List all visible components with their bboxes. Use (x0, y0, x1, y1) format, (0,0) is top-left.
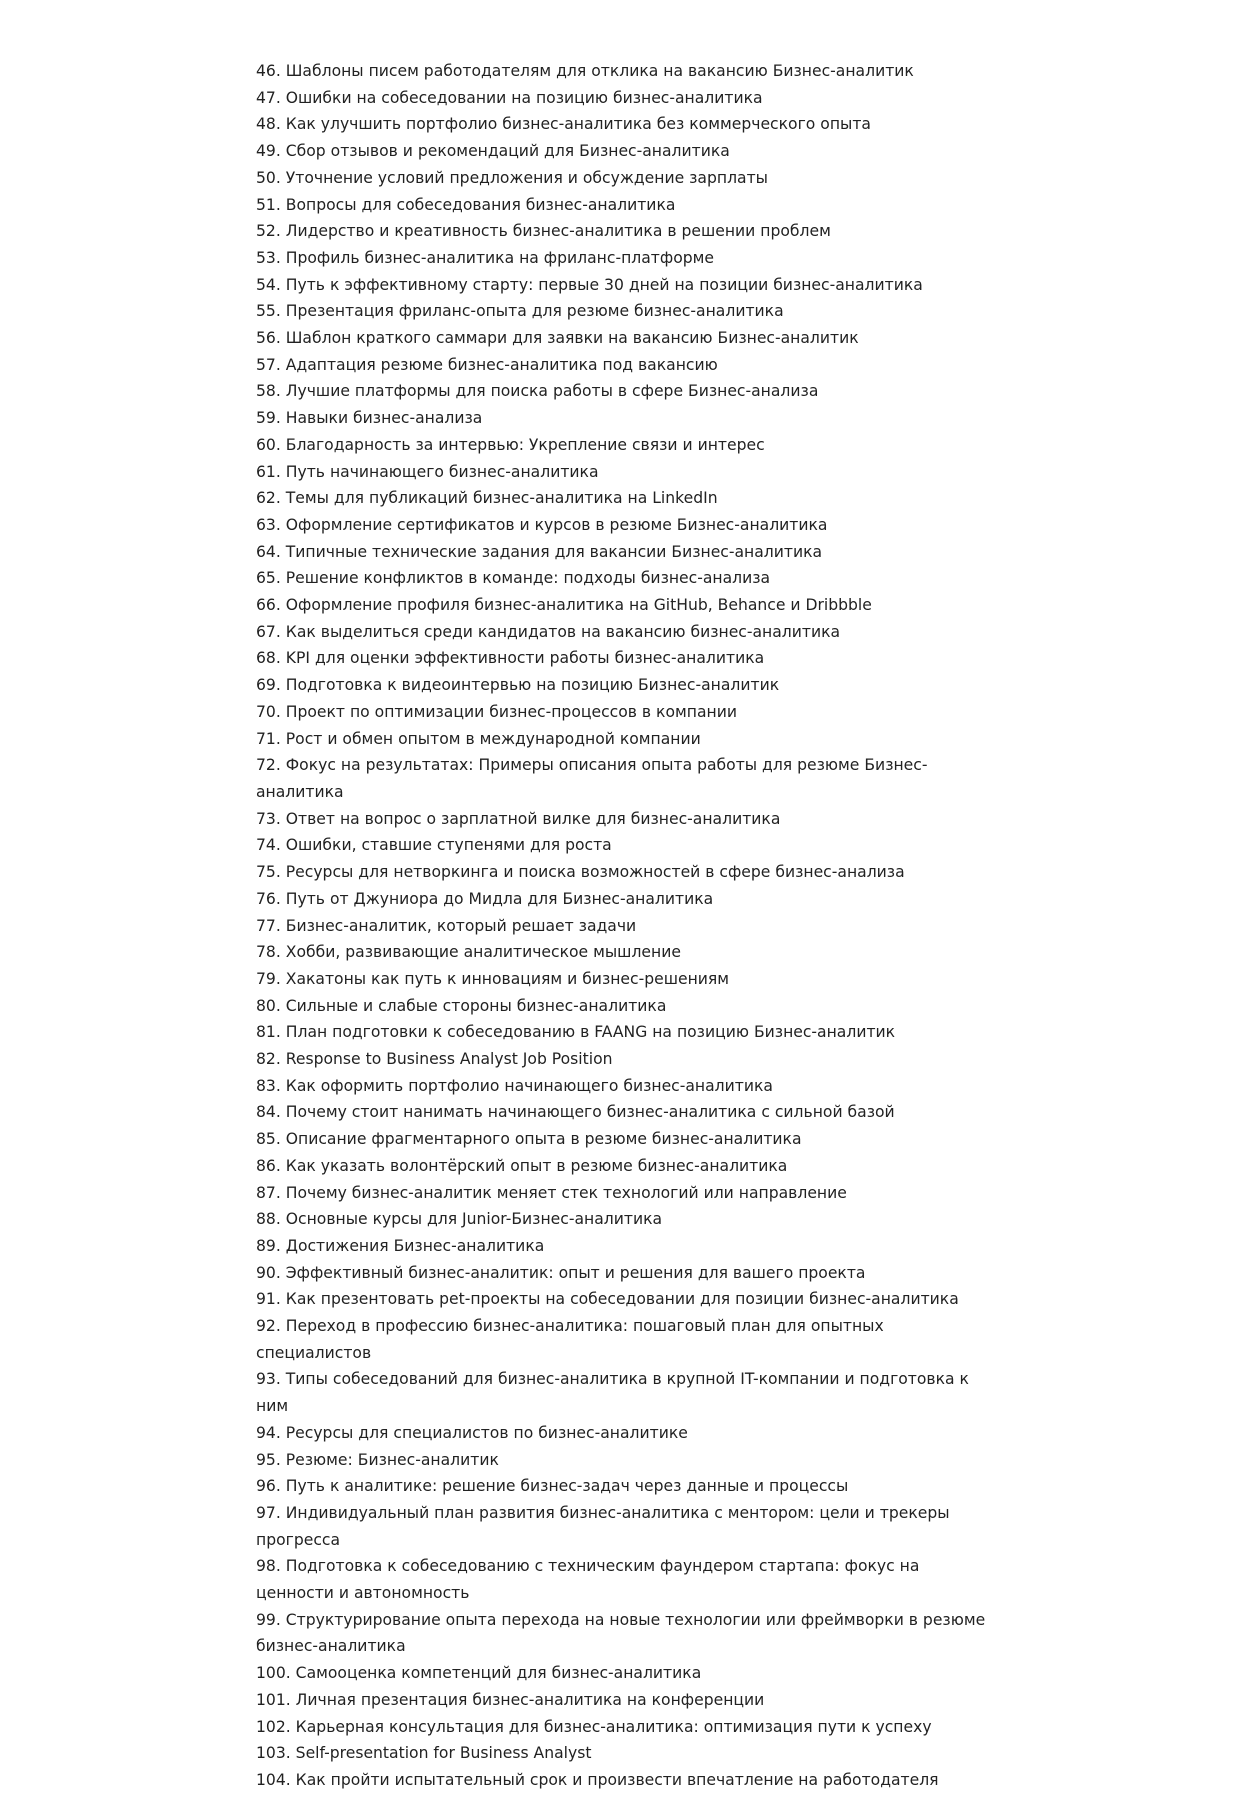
list-item: 63. Оформление сертификатов и курсов в резюме Бизнес-аналитика (256, 515, 828, 534)
list-item: 93. Типы собеседований для бизнес-аналитика в крупной IT-компании и подготовка к ним (256, 1370, 969, 1416)
list-item: 67. Как выделиться среди кандидатов на вакансию бизнес-аналитика (256, 622, 841, 641)
list-item: 69. Подготовка к видеоинтервью на позицию Бизнес-аналитик (256, 676, 780, 695)
list-item: 73. Ответ на вопрос о зарплатной вилке для бизнес-аналитика (256, 809, 781, 828)
list-item: 47. Ошибки на собеседовании на позицию бизнес-аналитика (256, 88, 763, 107)
list-item: 60. Благодарность за интервью: Укрепление связи и интерес (256, 435, 765, 454)
list-item: 90. Эффективный бизнес-аналитик: опыт и решения для вашего проекта (256, 1263, 866, 1282)
list-item: 52. Лидерство и креативность бизнес-аналитика в решении проблем (256, 222, 831, 241)
list-item: 46. Шаблоны писем работодателям для отклика на вакансию Бизнес-аналитик (256, 62, 914, 80)
list-item: 94. Ресурсы для специалистов по бизнес-аналитике (256, 1423, 688, 1442)
list-item: 51. Вопросы для собеседования бизнес-аналитика (256, 195, 676, 214)
list-item: 82. Response to Business Analyst Job Position (256, 1050, 613, 1069)
list-item: 80. Сильные и слабые стороны бизнес-аналитика (256, 996, 667, 1015)
list-item: 49. Сбор отзывов и рекомендаций для Бизнес-аналитика (256, 142, 730, 161)
list-item: 87. Почему бизнес-аналитик меняет стек технологий или направление (256, 1183, 847, 1202)
list-item: 55. Презентация фриланс-опыта для резюме бизнес-аналитика (256, 302, 784, 321)
list-item: 99. Структурирование опыта перехода на новые технологии или фреймворки в резюме бизнес-аналитика (256, 1610, 986, 1656)
list-item: 103. Self-presentation for Business Analyst (256, 1744, 592, 1763)
list-item: 98. Подготовка к собеседованию с техническим фаундером стартапа: фокус на ценности и автономность (256, 1557, 920, 1603)
list-item: 66. Оформление профиля бизнес-аналитика на GitHub, Behance и Dribbble (256, 596, 872, 615)
list-item: 71. Рост и обмен опытом в международной компании (256, 729, 701, 748)
list-item: 83. Как оформить портфолио начинающего бизнес-аналитика (256, 1076, 773, 1095)
list-item: 96. Путь к аналитике: решение бизнес-задач через данные и процессы (256, 1477, 849, 1496)
list-item: 89. Достижения Бизнес-аналитика (256, 1236, 545, 1255)
list-item: 53. Профиль бизнес-аналитика на фриланс-платформе (256, 248, 715, 267)
list-item: 70. Проект по оптимизации бизнес-процессов в компании (256, 702, 738, 721)
list-item: 72. Фокус на результатах: Примеры описания опыта работы для резюме Бизнес-аналитика (256, 756, 928, 801)
list-item: 68. KPI для оценки эффективности работы бизнес-аналитика (256, 649, 765, 668)
list-item: 85. Описание фрагментарного опыта в резюме бизнес-аналитика (256, 1130, 802, 1149)
list-item: 78. Хобби, развивающие аналитическое мышление (256, 943, 681, 962)
list-item: 62. Темы для публикаций бизнес-аналитика на LinkedIn (256, 489, 718, 508)
list-item: 59. Навыки бизнес-анализа (256, 409, 483, 428)
list-item: 57. Адаптация резюме бизнес-аналитика под вакансию (256, 355, 718, 374)
list-item: 104. Как пройти испытательный срок и произвести впечатление на работодателя (256, 1771, 939, 1789)
list-item: 97. Индивидуальный план развития бизнес-аналитика с ментором: цели и трекеры прогресса (256, 1503, 950, 1549)
document-page (256, 58, 996, 1794)
list-item: 61. Путь начинающего бизнес-аналитика (256, 462, 599, 481)
list-item: 100. Самооценка компетенций для бизнес-аналитика (256, 1664, 702, 1683)
list-item: 48. Как улучшить портфолио бизнес-аналитика без коммерческого опыта (256, 115, 871, 134)
list-item: 102. Карьерная консультация для бизнес-аналитика: оптимизация пути к успеху (256, 1717, 932, 1736)
list-item: 77. Бизнес-аналитик, который решает задачи (256, 916, 637, 935)
toc-list (256, 58, 996, 1794)
list-item: 56. Шаблон краткого саммари для заявки на вакансию Бизнес-аналитик (256, 329, 859, 348)
list-item: 91. Как презентовать pet-проекты на собеседовании для позиции бизнес-аналитика (256, 1290, 959, 1309)
list-item: 95. Резюме: Бизнес-аналитик (256, 1450, 499, 1469)
list-item: 86. Как указать волонтёрский опыт в резюме бизнес-аналитика (256, 1156, 788, 1175)
list-item: 58. Лучшие платформы для поиска работы в сфере Бизнес-анализа (256, 382, 819, 401)
list-item: 79. Хакатоны как путь к инновациям и бизнес-решениям (256, 969, 730, 988)
list-item: 76. Путь от Джуниора до Мидла для Бизнес-аналитика (256, 889, 714, 908)
list-item: 74. Ошибки, ставшие ступенями для роста (256, 836, 612, 855)
list-item: 92. Переход в профессию бизнес-аналитика: пошаговый план для опытных специалистов (256, 1317, 884, 1362)
list-item: 88. Основные курсы для Junior-Бизнес-аналитика (256, 1210, 663, 1229)
list-item: 84. Почему стоит нанимать начинающего бизнес-аналитика с сильной базой (256, 1103, 895, 1122)
list-item: 50. Уточнение условий предложения и обсуждение зарплаты (256, 168, 768, 187)
list-item: 64. Типичные технические задания для вакансии Бизнес-аналитика (256, 542, 823, 561)
list-item: 101. Личная презентация бизнес-аналитика на конференции (256, 1690, 765, 1709)
list-item: 75. Ресурсы для нетворкинга и поиска возможностей в сфере бизнес-анализа (256, 863, 905, 882)
list-item: 65. Решение конфликтов в команде: подходы бизнес-анализа (256, 569, 771, 588)
list-item: 81. План подготовки к собеседованию в FAANG на позицию Бизнес-аналитик (256, 1023, 896, 1042)
list-item: 54. Путь к эффективному старту: первые 30 дней на позиции бизнес-аналитика (256, 275, 923, 294)
